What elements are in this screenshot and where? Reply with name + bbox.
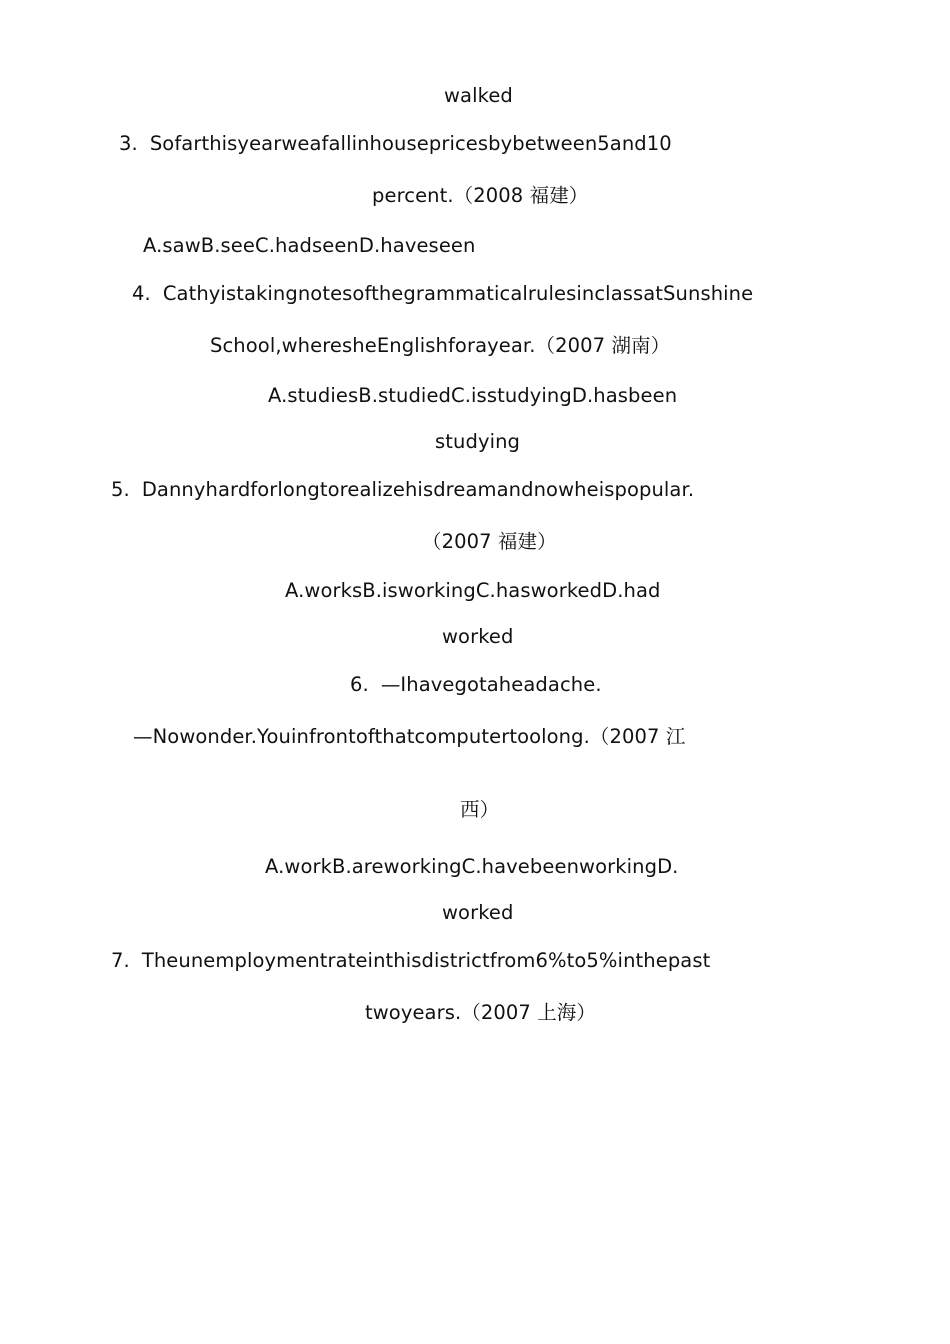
question-text: Dannyhardforlongtorealizehisdreamandnowheispopular.	[141, 478, 695, 501]
question-3	[119, 131, 672, 157]
question-5-source	[422, 529, 557, 555]
question-6-reply-continuation	[460, 797, 499, 823]
question-number: 6.	[350, 673, 369, 696]
question-4-options	[268, 383, 677, 409]
line-text: walked	[444, 84, 513, 107]
question-6-options-continuation	[442, 900, 513, 926]
question-text: twoyears.（2007 上海）	[365, 1001, 597, 1024]
question-text: Theunemploymentrateinthisdistrictfrom6%to5%inthepast	[141, 949, 711, 972]
options-text: A.worksB.isworkingC.hasworkedD.had	[285, 579, 661, 602]
options-text: A.studiesB.studiedC.isstudyingD.hasbeen	[268, 384, 678, 407]
question-number: 7.	[111, 949, 130, 972]
question-4	[132, 281, 753, 307]
options-text: studying	[435, 430, 521, 453]
question-4-options-continuation	[435, 429, 520, 455]
question-5	[111, 477, 694, 503]
question-7-continuation	[365, 1000, 596, 1026]
options-text: worked	[442, 901, 514, 924]
options-text: A.workB.areworkingC.havebeenworkingD.	[265, 855, 679, 878]
question-3-continuation	[372, 183, 588, 209]
question-text: percent.（2008 福建）	[372, 184, 589, 207]
question-number: 3.	[119, 132, 138, 155]
question-text: 西）	[460, 798, 500, 821]
question-6-reply	[133, 724, 685, 750]
source-text: （2007 福建）	[422, 530, 557, 553]
question-6-options	[265, 854, 679, 880]
question-text: —Ihavegotaheadache.	[380, 673, 602, 696]
continuation-line	[444, 83, 513, 109]
question-number: 5.	[111, 478, 130, 501]
question-text: CathyistakingnotesofthegrammaticalrulesinclassatSunshine	[162, 282, 754, 305]
question-4-continuation	[210, 333, 670, 359]
options-text: A.sawB.seeC.hadseenD.haveseen	[143, 234, 476, 257]
question-5-options-continuation	[442, 624, 513, 650]
question-5-options	[285, 578, 661, 604]
question-7	[111, 948, 710, 974]
question-3-options	[143, 233, 475, 259]
question-6	[350, 672, 602, 698]
question-text: School,wheresheEnglishforayear.（2007 湖南）	[210, 334, 671, 357]
question-number: 4.	[132, 282, 151, 305]
question-text: Sofarthisyearweafallinhousepricesbybetween5and10	[149, 132, 672, 155]
options-text: worked	[442, 625, 514, 648]
question-text: —Nowonder.Youinfrontofthatcomputertoolong.（2007 江	[133, 725, 686, 748]
